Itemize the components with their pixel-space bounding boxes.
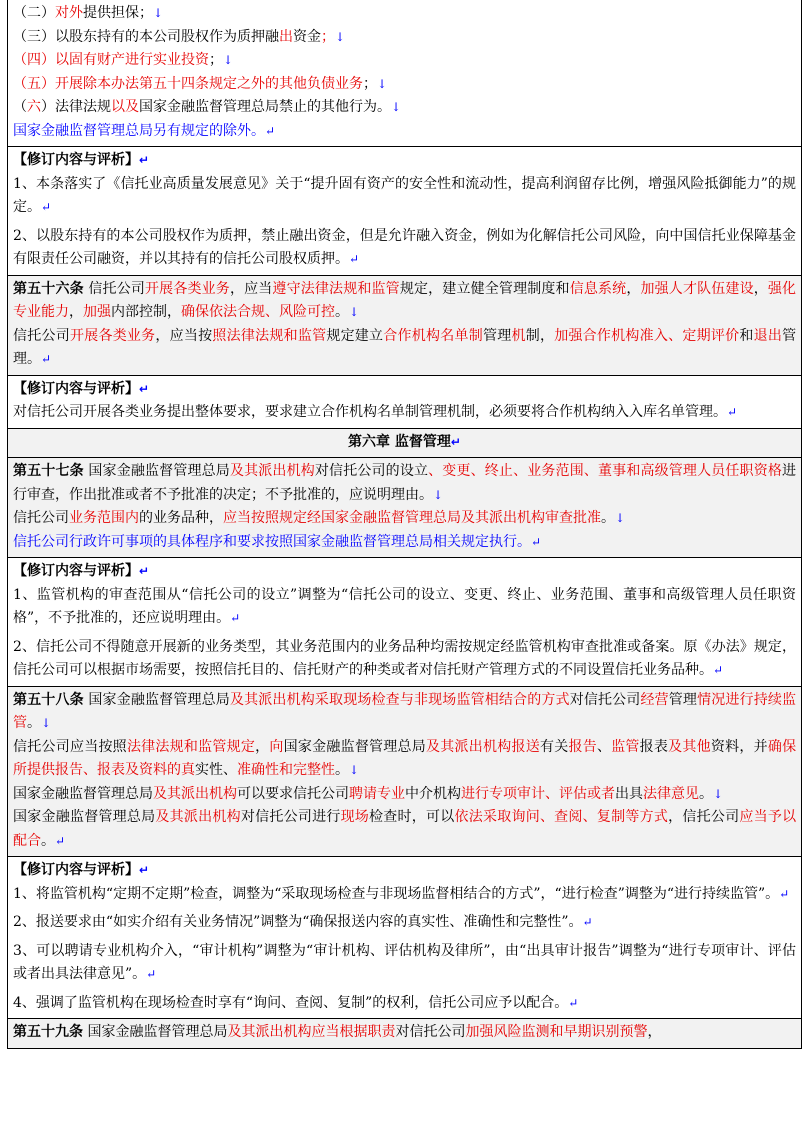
text-segment: 对信托公司: [569, 691, 641, 708]
text-segment: ，: [647, 1024, 662, 1040]
revision-title: 【修订内容与评析】↵: [13, 152, 150, 168]
revised-text: 应当按照规定经国家金融监督管理总局及其派出机构审查批准: [223, 510, 601, 526]
revision-comment-4: [8, 857, 802, 1019]
text-segment: 进行审查，作出批准或者不予批准的决定；不予批准的，应说明理由。: [13, 463, 797, 503]
revision-point: 4、强调了监管机构在现场检查时享有“询问、查阅、复制”的权利，信托公司应予以配合。↵: [13, 994, 579, 1011]
text-segment: ，应当按: [155, 327, 213, 344]
clause-5: （五）开展除本办法第五十四条规定之外的其他负债业务；↓: [13, 75, 388, 92]
exception-note: 国家金融监督管理总局另有规定的除外。↵: [13, 122, 276, 139]
revised-text: 及其派出机构报送: [426, 738, 540, 755]
text-segment: 信托公司: [13, 510, 69, 526]
revised-text: 加强人才队伍建设: [640, 280, 754, 297]
text-segment: ，: [626, 280, 641, 297]
revision-title: 【修订内容与评析】↵: [13, 380, 150, 397]
revised-text: 法律法规和监管规定: [126, 738, 256, 755]
text-segment: ，信托公司: [668, 809, 740, 825]
text-segment: 。: [27, 715, 41, 731]
text-segment: 出具: [615, 785, 643, 802]
article-56: [8, 275, 802, 375]
revised-text: 法律意见: [643, 785, 699, 802]
revised-text: 及其派出机构: [153, 785, 237, 802]
revised-text: 信息系统: [569, 280, 627, 297]
text-segment: 国家金融监督管理总局: [283, 738, 427, 755]
revision-point: 1、将监管机构“定期不定期”检查，调整为“采取现场检查与非现场监督相结合的方式”，“进行检查”调整为“进行持续监管”。↵: [13, 885, 790, 902]
revised-text: 准确性和完整性: [237, 762, 335, 778]
article-58: [8, 686, 802, 857]
revised-text: 应当予以配合: [13, 809, 797, 849]
revised-text: 及其派出机构采取现场检查与非现场监管相结合的方式: [229, 691, 570, 708]
article-56-para-2: 信托公司开展各类业务，应当按照法律法规和监管规定建立合作机构名单制管理机制，加强合作机构准入、定期评价和退出管理。↵: [13, 327, 797, 367]
revision-comment-1: [8, 147, 802, 276]
revised-text: 开展各类业务: [145, 280, 230, 297]
revision-comment-2: [8, 375, 802, 428]
revised-text: 及其派出机构: [155, 809, 241, 825]
revised-text: 报告: [568, 738, 597, 755]
text-segment: 实性、: [195, 762, 237, 778]
article-58-para-1: 第五十八条 国家金融监督管理总局及其派出机构采取现场检查与非现场监管相结合的方式对信托公司经营管理情况进行持续监管。↓: [13, 691, 797, 731]
clause-6: （六）法律法规以及国家金融监督管理总局禁止的其他行为。↓: [13, 99, 402, 115]
clause-2: （二）对外提供担保；↓: [13, 5, 164, 21]
text-segment: 国家金融监督管理总局: [83, 1024, 228, 1040]
text-segment: 内部控制，: [111, 304, 181, 320]
text-segment: 中介机构: [405, 785, 461, 802]
revision-comment-3: [8, 558, 802, 687]
text-segment: 国家金融监督管理总局: [13, 785, 153, 802]
revised-text: 情况进行持续监管: [13, 691, 797, 731]
text-segment: 管理。: [13, 327, 797, 367]
text-segment: 和: [739, 327, 754, 344]
clause-3: （三）以股东持有的本公司股权作为质押融出资金；↓: [13, 28, 346, 45]
text-segment: 检查时，可以: [369, 809, 455, 825]
text-segment: 国家金融监督管理总局: [13, 809, 156, 825]
text-segment: ，: [255, 738, 270, 755]
text-segment: 。: [699, 785, 713, 802]
revision-point: 2、信托公司不得随意开展新的业务类型，其业务范围内的业务品种均需按规定经监管机构审查批准或备案。原《办法》规定，信托公司可以根据市场需要，按照信托目的、信托财产的种类或者对信托财产管理方式的不同设置信托业务品种。↵: [13, 638, 796, 678]
revised-text: 、变更、终止、业务范围、董事和高级管理人员任职资格: [428, 463, 783, 479]
revised-text: 加强: [83, 304, 111, 320]
revised-text: 强化专业能力: [13, 280, 797, 320]
text-segment: ，: [753, 280, 768, 297]
text-segment: 对信托公司的设立: [314, 463, 429, 479]
revised-text: 进行专项审计、评估或者: [461, 785, 615, 802]
revised-text: 及其派出机构应当根据职责: [227, 1024, 396, 1040]
text-segment: 、: [596, 738, 612, 755]
clause-4: （四）以固有财产进行实业投资；↓: [13, 52, 234, 68]
revised-text: 确保依法合规、风险可控: [181, 304, 335, 320]
revised-text: 及其他: [668, 738, 711, 755]
text-segment: 规定建立: [326, 327, 384, 344]
revision-point: 2、以股东持有的本公司股权作为质押，禁止融出资金，但是允许融入资金，例如为化解信托公司风险，向中国信托业保障基金有限责任公司融资，并以其持有的信托公司股权质押。↵: [13, 227, 796, 267]
article-57-para-3: 信托公司行政许可事项的具体程序和要求按照国家金融监督管理总局相关规定执行。↵: [13, 533, 542, 550]
article-57: [8, 458, 802, 558]
revised-text: 合作机构名单制: [383, 327, 483, 344]
article-56-para-1: 第五十六条 信托公司开展各类业务，应当遵守法律法规和监管规定，建立健全管理制度和信息系统，加强人才队伍建设，强化专业能力，加强内部控制，确保依法合规、风险可控。↓: [13, 280, 797, 320]
revision-title: 【修订内容与评析】↵: [13, 563, 150, 579]
text-segment: 有关: [539, 738, 569, 755]
text-segment: 可以要求信托公司: [237, 785, 349, 802]
revised-text: 加强风险监测和早期识别预警: [465, 1024, 648, 1040]
text-segment: 的业务品种，: [139, 510, 223, 526]
article-59: [8, 1019, 802, 1049]
revision-point: 1、本条落实了《信托业高质量发展意见》关于“提升固有资产的安全性和流动性，提高利润留存比例，增强风险抵御能力”的规定。↵: [13, 175, 796, 215]
revision-point: 2、报送要求由“如实介绍有关业务情况”调整为“确保报送内容的真实性、准确性和完整性”。↵: [13, 914, 593, 930]
text-segment: 管理: [668, 691, 698, 708]
revised-text: 遵守法律法规和监管: [272, 280, 400, 297]
article-58-para-3: 国家金融监督管理总局及其派出机构可以要求信托公司聘请专业中介机构进行专项审计、评估或者出具法律意见。↓: [13, 785, 724, 802]
revised-text: 依法采取询问、查阅、复制等方式: [454, 809, 669, 825]
text-segment: 信托公司: [13, 327, 70, 344]
revised-text: 机: [511, 327, 526, 344]
document-table: [7, 0, 802, 1049]
article-57-para-2: 信托公司业务范围内的业务品种，应当按照规定经国家金融监督管理总局及其派出机构审查批准。↓: [13, 510, 626, 526]
article-58-para-4: 国家金融监督管理总局及其派出机构对信托公司进行现场检查时，可以依法采取询问、查阅、复制等方式，信托公司应当予以配合。↵: [13, 809, 797, 849]
revision-point: 3、可以聘请专业机构介入，“审计机构”调整为“审计机构、评估机构及律所”，由“出具审计报告”调整为“进行专项审计、评估或者出具法律意见”。↵: [13, 942, 796, 982]
revised-text: 聘请专业: [349, 785, 405, 802]
revised-text: 向: [269, 738, 284, 755]
revised-text: 加强合作机构准入、定期评价: [554, 327, 740, 344]
text-segment: ，: [69, 304, 83, 320]
revised-text: 业务范围内: [69, 510, 139, 526]
text-segment: 信托公司应当按照: [13, 738, 127, 755]
text-segment: 报表: [639, 738, 669, 755]
revision-point: 对信托公司开展各类业务提出整体要求，要求建立合作机构名单制管理机制，必须要将合作机构纳入入库名单管理。↵: [13, 404, 738, 420]
revision-title: 【修订内容与评析】↵: [13, 862, 150, 878]
revision-point: 1、监管机构的审查范围从“信托公司的设立”调整为“信托公司的设立、变更、终止、业务范围、董事和高级管理人员任职资格”，不予批准的，还应说明理由。↵: [13, 586, 796, 626]
article-59-para-1: 第五十九条 国家金融监督管理总局及其派出机构应当根据职责对信托公司加强风险监测和早期识别预警，: [13, 1024, 662, 1040]
revised-text: 退出: [753, 327, 783, 344]
text-segment: 管理: [482, 327, 512, 344]
text-segment: ，应当: [229, 280, 273, 297]
revised-text: 开展各类业务: [69, 327, 156, 344]
text-segment: 信托公司: [83, 280, 146, 297]
text-segment: 资料，并: [710, 738, 768, 755]
text-segment: 国家金融监督管理总局: [83, 691, 230, 708]
text-segment: 制，: [525, 327, 555, 344]
article-58-para-2: 信托公司应当按照法律法规和监管规定，向国家金融监督管理总局及其派出机构报送有关报告、监管报表及其他资料，并确保所提供报告、报表及资料的真实性、准确性和完整性。↓: [13, 738, 797, 778]
revised-text: 及其派出机构: [229, 463, 315, 479]
revised-text: 照法律法规和监管: [212, 327, 327, 344]
revised-text: 经营: [640, 691, 669, 708]
text-segment: 国家金融监督管理总局: [83, 463, 230, 479]
revised-text: 监管: [611, 738, 640, 755]
text-segment: 。: [601, 510, 615, 526]
text-segment: 。: [335, 304, 349, 320]
revised-text: 现场: [340, 809, 370, 825]
text-segment: 对信托公司: [395, 1024, 466, 1040]
text-segment: 。: [41, 832, 55, 849]
text-segment: 。: [335, 762, 349, 778]
article-55-continued: [8, 0, 802, 147]
chapter-6-heading: 第六章 监督管理↵: [8, 428, 802, 458]
text-segment: 对信托公司进行: [240, 809, 341, 825]
revised-text: 确保所提供报告、报表及资料的真: [13, 738, 797, 778]
article-57-para-1: 第五十七条 国家金融监督管理总局及其派出机构对信托公司的设立、变更、终止、业务范围、董事和高级管理人员任职资格进行审查，作出批准或者不予批准的决定；不予批准的，应说明理由。↓: [13, 463, 797, 503]
text-segment: 规定，建立健全管理制度和: [399, 280, 570, 297]
